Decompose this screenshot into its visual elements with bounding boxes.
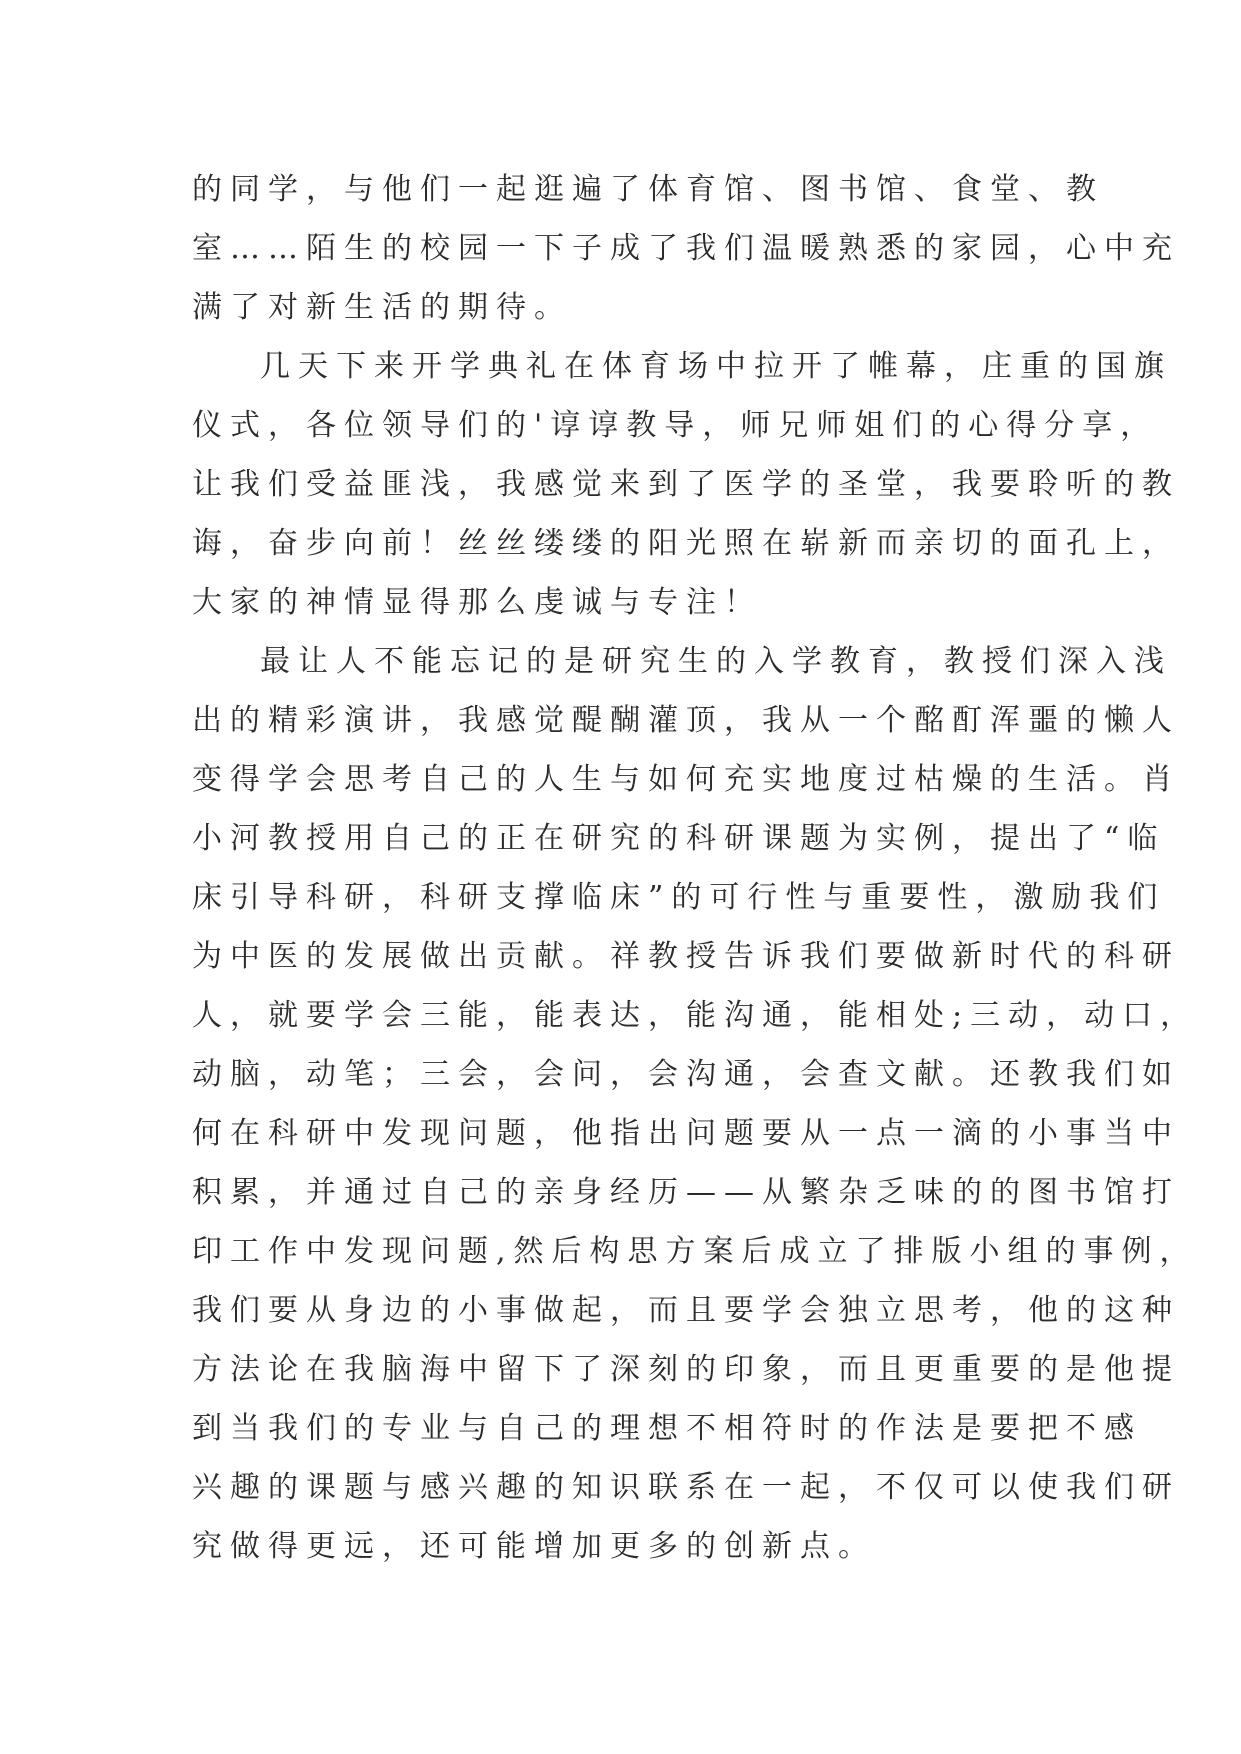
text-line: 究做得更远，还可能增加更多的创新点。	[192, 1529, 876, 1564]
text-line: 床引导科研，科研支撑临床”的可行性与重要性，激励我们	[192, 880, 1166, 915]
text-line: 变得学会思考自己的人生与如何充实地度过枯燥的生活。肖	[192, 762, 1180, 797]
text-line: 室……陌生的校园一下子成了我们温暖熟悉的家园，心中充	[192, 231, 1180, 266]
text-line: 人，就要学会三能，能表达，能沟通，能相处;三动，动口，	[192, 998, 1199, 1033]
text-line: 到当我们的专业与自己的理想不相符时的作法是要把不感	[192, 1411, 1142, 1446]
text-line: 兴趣的课题与感兴趣的知识联系在一起，不仅可以使我们研	[192, 1470, 1180, 1505]
text-line: 让我们受益匪浅，我感觉来到了医学的圣堂，我要聆听的教	[192, 467, 1180, 502]
text-line: 何在科研中发现问题，他指出问题要从一点一滴的小事当中	[192, 1116, 1180, 1151]
text-line: 动脑，动笔；三会，会问，会沟通，会查文献。还教我们如	[192, 1057, 1180, 1092]
text-line: 满了对新生活的期待。	[192, 290, 572, 325]
paragraph-first-line: 最让人不能忘记的是研究生的入学教育，教授们深入浅	[260, 644, 1172, 679]
text-line: 方法论在我脑海中留下了深刻的印象，而且更重要的是他提	[192, 1352, 1180, 1387]
document-body	[192, 160, 1199, 1576]
text-line: 的同学，与他们一起逛遍了体育馆、图书馆、食堂、教	[192, 172, 1104, 207]
text-line: 小河教授用自己的正在研究的科研课题为实例，提出了“临	[192, 821, 1166, 856]
text-line: 积累，并通过自己的亲身经历——从繁杂乏味的的图书馆打	[192, 1175, 1180, 1210]
text-line: 仪式，各位领导们的'谆谆教导，师兄师姐们的心得分享，	[192, 408, 1159, 443]
text-line: 诲，奋步向前！丝丝缕缕的阳光照在崭新而亲切的面孔上，	[192, 526, 1180, 561]
text-line: 出的精彩演讲，我感觉醍醐灌顶，我从一个酩酊浑噩的懒人	[192, 703, 1180, 738]
text-line: 印工作中发现问题,然后构思方案后成立了排版小组的事例，	[192, 1234, 1198, 1269]
text-line: 为中医的发展做出贡献。祥教授告诉我们要做新时代的科研	[192, 939, 1180, 974]
paragraph-first-line: 几天下来开学典礼在体育场中拉开了帷幕，庄重的国旗	[260, 349, 1172, 384]
text-line: 大家的神情显得那么虔诚与专注！	[192, 585, 762, 620]
text-line: 我们要从身边的小事做起，而且要学会独立思考，他的这种	[192, 1293, 1180, 1328]
